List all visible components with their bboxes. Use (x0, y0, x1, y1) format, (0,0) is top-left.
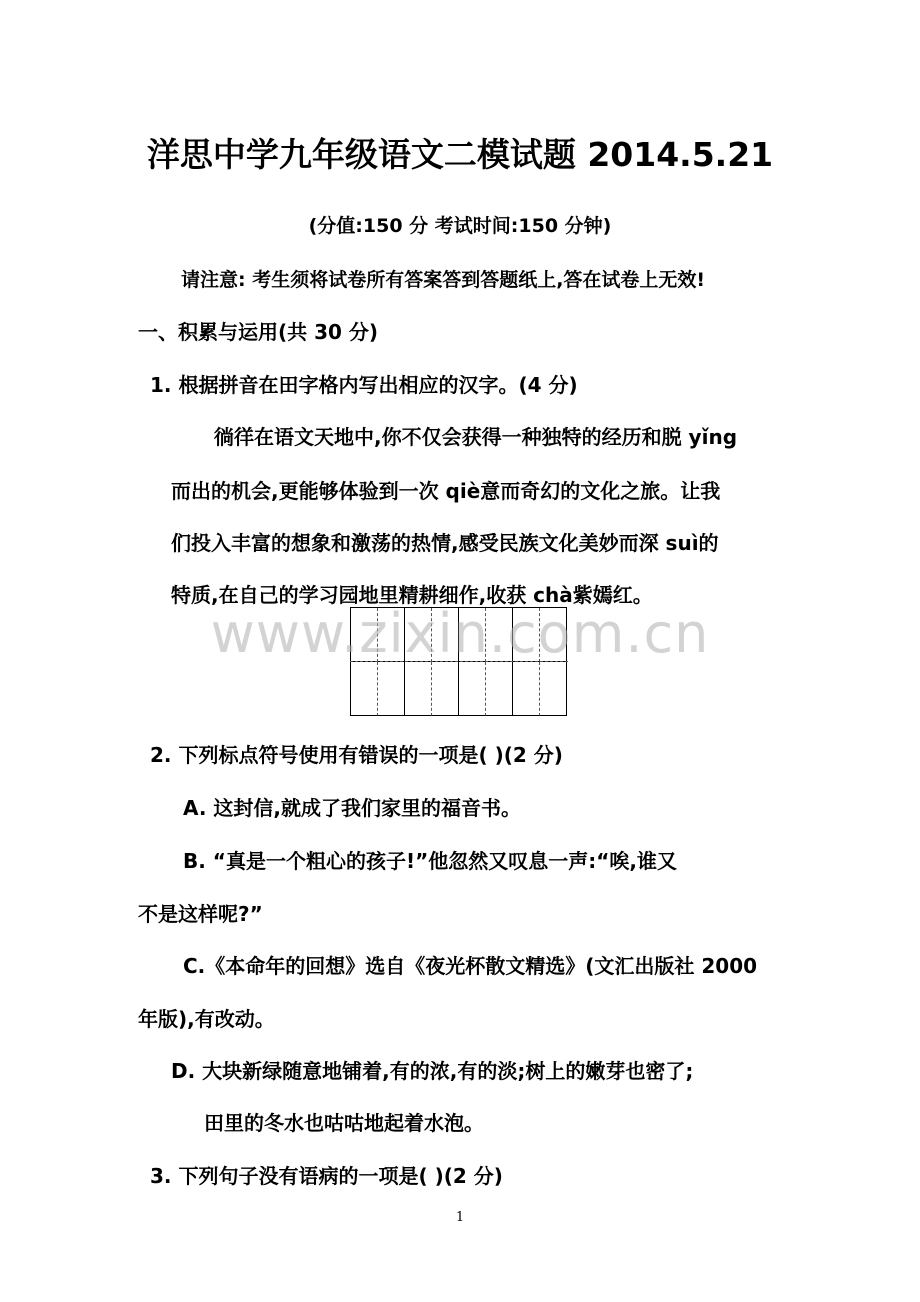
question-2-option-b-cont: 不是这样呢?” (138, 902, 263, 926)
question-1-stem: 1. 根据拼音在田字格内写出相应的汉字。(4 分) (150, 373, 578, 397)
passage-line-2: 而出的机会,更能够体验到一次 qiè意而奇幻的文化之旅。让我 (171, 479, 721, 503)
passage-line-4: 特质,在自己的学习园地里精耕细作,收获 chà紫嫣红。 (171, 583, 653, 607)
page-title: 洋思中学九年级语文二模试题 2014.5.21 (146, 135, 774, 174)
score-time-info: (分值:150 分 考试时间:150 分钟) (308, 215, 612, 237)
grid-cell (378, 662, 405, 716)
page-number: 1 (455, 1210, 465, 1225)
question-2-option-d-cont: 田里的冬水也咕咕地起着水泡。 (204, 1111, 484, 1135)
passage-line-3: 们投入丰富的想象和激荡的热情,感受民族文化美妙而深 suì的 (171, 531, 719, 555)
grid-cell (486, 662, 513, 716)
watermark: www.zixin.com.cn (210, 602, 710, 665)
question-2-option-c-cont: 年版),有改动。 (138, 1007, 275, 1031)
passage-line-1: 徜徉在语文天地中,你不仅会获得一种独特的经历和脱 yǐng (214, 425, 738, 449)
question-2-stem: 2. 下列标点符号使用有错误的一项是( )(2 分) (150, 743, 563, 767)
question-2-option-a: A. 这封信,就成了我们家里的福音书。 (183, 796, 522, 820)
question-2-option-b: B. “真是一个粗心的孩子!”他忽然又叹息一声:“唉,谁又 (183, 849, 677, 873)
grid-cell (459, 662, 486, 716)
grid-cell (351, 662, 378, 716)
grid-cell (405, 662, 432, 716)
grid-cell (432, 662, 459, 716)
question-2-option-c: C.《本命年的回想》选自《夜光杯散文精选》(文汇出版社 2000 (183, 954, 758, 978)
question-3-stem: 3. 下列句子没有语病的一项是( )(2 分) (150, 1164, 503, 1188)
grid-cell (540, 662, 567, 716)
grid-cell (513, 662, 540, 716)
exam-notice: 请注意: 考生须将试卷所有答案答到答题纸上,答在试卷上无效! (181, 269, 706, 291)
section-heading: 一、积累与运用(共 30 分) (138, 320, 379, 344)
question-2-option-d: D. 大块新绿随意地铺着,有的浓,有的淡;树上的嫩芽也密了; (171, 1059, 694, 1083)
